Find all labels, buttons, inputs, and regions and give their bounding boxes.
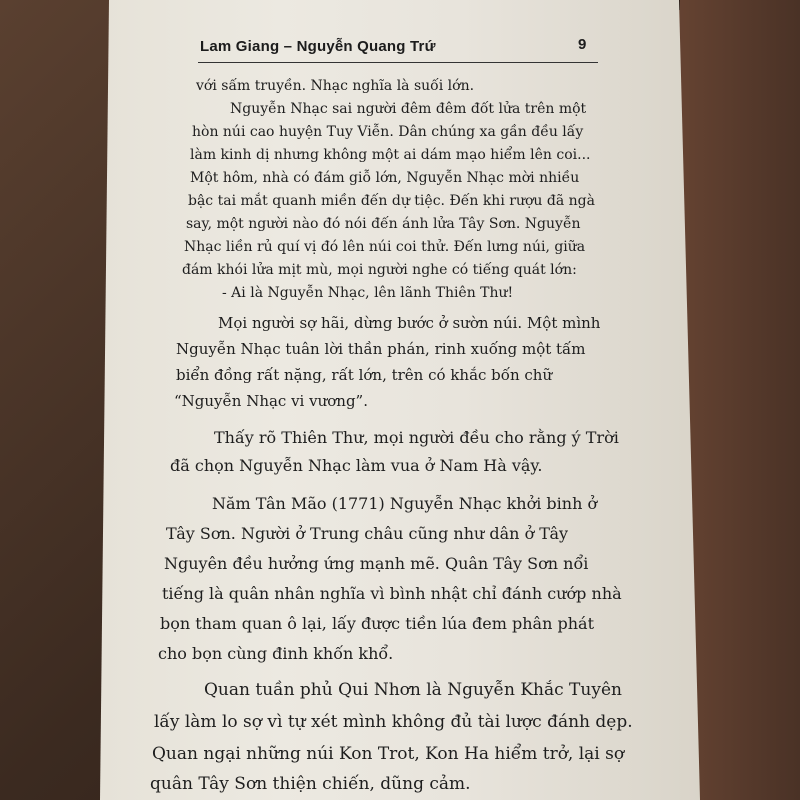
text-line: biển đồng rất nặng, rất lớn, trên có khắc bốn chữ <box>176 366 553 384</box>
text-line: Một hôm, nhà có đám giỗ lớn, Nguyễn Nhạc mời nhiều <box>190 170 580 186</box>
text-line: say, một người nào đó nói đến ánh lửa Tây Sơn. Nguyễn <box>186 216 581 232</box>
text-line: lấy làm lo sợ vì tự xét mình không đủ tài lược đánh dẹp. <box>154 712 633 732</box>
text-line: Năm Tân Mão (1771) Nguyễn Nhạc khởi binh ở <box>212 494 598 513</box>
page-number: 9 <box>578 36 587 53</box>
text-line: cho bọn cùng đinh khốn khổ. <box>158 644 394 663</box>
text-line: Tây Sơn. Người ở Trung châu cũng như dân ở Tây <box>166 524 569 543</box>
text-line: hòn núi cao huyện Tuy Viễn. Dân chúng xa gần đều lấy <box>192 124 584 140</box>
text-line: Nguyễn Nhạc tuân lời thần phán, rinh xuống một tấm <box>176 340 586 358</box>
text-line: bậc tai mắt quanh miền đến dự tiệc. Đến khi rượu đã ngà <box>188 193 595 209</box>
text-line: làm kinh dị nhưng không một ai dám mạo hiểm lên coi... <box>190 147 591 163</box>
text-line: bọn tham quan ô lại, lấy được tiền lúa đem phân phát <box>160 614 594 633</box>
text-line: với sấm truyền. Nhạc nghĩa là suối lớn. <box>196 78 475 94</box>
text-line: đám khói lửa mịt mù, mọi người nghe có tiếng quát lớn: <box>182 262 577 278</box>
text-line: Quan ngại những núi Kon Trot, Kon Ha hiểm trở, lại sợ <box>152 744 625 764</box>
text-line: Nguyên đều hưởng ứng mạnh mẽ. Quân Tây Sơn nổi <box>164 554 589 573</box>
text-line: Nguyễn Nhạc sai người đêm đêm đốt lửa trên một <box>230 101 587 117</box>
text-line: - Ai là Nguyễn Nhạc, lên lãnh Thiên Thư! <box>222 285 514 301</box>
text-line: Quan tuần phủ Qui Nhơn là Nguyễn Khắc Tuyên <box>204 680 622 700</box>
text-line: quân Tây Sơn thiện chiến, dũng cảm. <box>150 774 471 794</box>
text-line: Mọi người sợ hãi, dừng bước ở sườn núi. Một mình <box>218 314 601 332</box>
header-author: Lam Giang – Nguyễn Quang Trứ <box>200 38 436 55</box>
text-line: Nhạc liền rủ quí vị đó lên núi coi thử. Đến lưng núi, giữa <box>184 239 586 255</box>
text-line: “Nguyễn Nhạc vi vương”. <box>174 392 368 410</box>
text-line: đã chọn Nguyễn Nhạc làm vua ở Nam Hà vậy. <box>170 456 543 475</box>
text-line: Thấy rõ Thiên Thư, mọi người đều cho rằng ý Trời <box>214 428 619 447</box>
text-line: tiếng là quân nhân nghĩa vì bình nhật chỉ đánh cướp nhà <box>162 584 622 603</box>
